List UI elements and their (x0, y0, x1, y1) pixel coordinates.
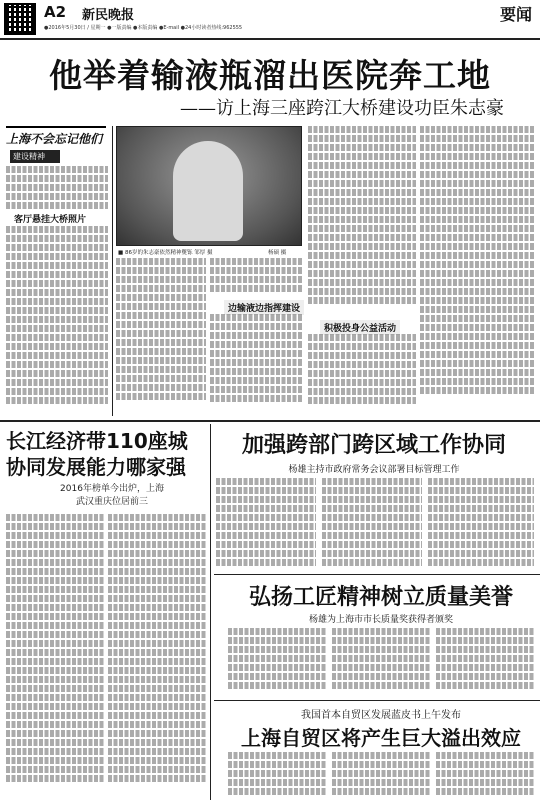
qr-code-icon (4, 3, 36, 35)
body-text (332, 628, 430, 698)
sidebar-tag: 建设精神 (10, 150, 60, 163)
section-name: 要闻 (499, 5, 532, 24)
yangtze-sub-line2: 武汉重庆位居前三 (75, 497, 148, 507)
section-heading: 积极投身公益活动 (320, 320, 400, 335)
body-text (210, 314, 302, 416)
freezone-headline: 上海自贸区将产生巨大溢出效应 (241, 726, 521, 750)
body-text (228, 752, 326, 798)
photo-caption: ■ 86岁的朱志豪依然精神矍铄 邹厚 摄 (118, 250, 213, 256)
freezone-subheadline: 我国首本自贸区发展蓝皮书上午发布 (301, 710, 461, 721)
body-text (108, 514, 206, 798)
column-divider (112, 126, 113, 416)
yangtze-headline-line1: 长江经济带110座城 (6, 429, 188, 453)
masthead (0, 0, 540, 40)
column-divider (210, 424, 211, 800)
portrait-photo (116, 126, 302, 246)
body-text (116, 258, 206, 416)
body-text (308, 126, 416, 316)
sidebar-heading: 客厅悬挂大桥照片 (14, 215, 87, 225)
body-text (436, 752, 534, 798)
info-line: ●2016年5月30日 / 星期一 ●一版责编 ●本版责编 ●E-mail ●24小时读者热线:962555 (44, 25, 243, 31)
page-number: A2 (44, 3, 67, 21)
paper-name: 新民晚报 (82, 8, 135, 23)
coop-subheadline: 杨雄主持市政府常务会议部署目标管理工作 (288, 465, 460, 475)
yangtze-headline (6, 428, 206, 480)
coop-headline: 加强跨部门跨区域工作协同 (241, 433, 506, 458)
body-text (228, 628, 326, 698)
yangtze-subheadline (22, 483, 202, 509)
sidebar-title: 上海不会忘记他们 (6, 126, 106, 147)
body-text (308, 334, 416, 416)
yangtze-sub-line1: 2016年榜单今出炉，上海 (60, 484, 164, 494)
body-text (6, 166, 108, 210)
section-rule (0, 420, 540, 422)
section-heading: 边输液边指挥建设 (224, 300, 304, 315)
lead-subheadline: ——访上海三座跨江大桥建设功臣朱志豪 (180, 98, 504, 119)
body-text (332, 752, 430, 798)
body-text (322, 478, 422, 570)
body-text (436, 628, 534, 698)
craft-subheadline: 杨雄为上海市市长质量奖获得者颁奖 (308, 615, 453, 625)
body-text (216, 478, 316, 570)
yangtze-headline-line2: 协同发展能力哪家强 (6, 455, 186, 479)
body-text (428, 478, 534, 570)
body-text (210, 258, 302, 298)
craft-headline: 弘扬工匠精神树立质量美誉 (248, 585, 513, 610)
section-rule (214, 574, 540, 575)
body-text (420, 126, 534, 416)
section-rule (214, 700, 540, 701)
body-text (6, 514, 104, 798)
photo-credit: 杨硕 摄 (268, 250, 287, 256)
person-figure (173, 141, 243, 241)
lead-headline: 他举着输液瓶溜出医院奔工地 (49, 56, 491, 95)
body-text (6, 226, 108, 416)
